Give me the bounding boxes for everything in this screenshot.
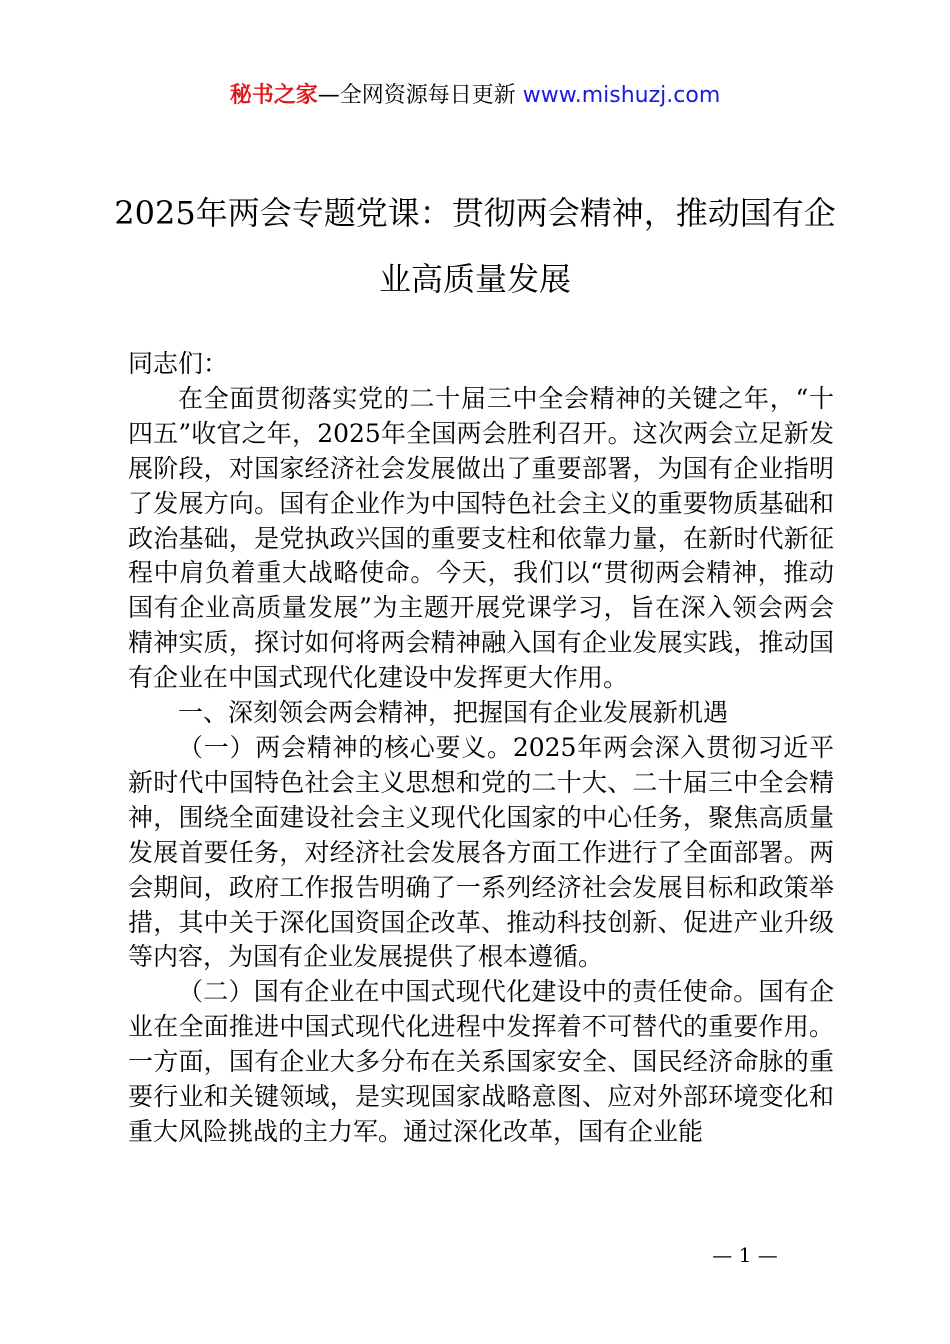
site-url-link[interactable]: www.mishuzj.com <box>522 83 721 108</box>
document-body <box>128 347 834 1150</box>
section-heading-1: 一、深刻领会两会精神，把握国有企业发展新机遇 <box>178 698 729 728</box>
paragraph-1-1: （一）两会精神的核心要义。2025年两会深入贯彻习近平新时代中国特色社会主义思想和党的二十大、二十届三中全会精神，围绕全面建设社会主义现代化国家的中心任务，聚焦高质量发展首要任务，对经济社会发展各方面工作进行了全面部署。两会期间，政府工作报告明确了一系列经济社会发展目标和政策举措，其中关于深化国资国企改革、推动科技创新、促进产业升级等内容，为国有企业发展提供了根本遵循。 <box>128 732 834 972</box>
paragraph-1-2: （二）国有企业在中国式现代化建设中的责任使命。国有企业在全面推进中国式现代化进程中发挥着不可替代的重要作用。一方面，国有企业大多分布在关系国家安全、国民经济命脉的重要行业和关键领域，是实现国家战略意图、应对外部环境变化和重大风险挑战的主力军。通过深化改革，国有企业能 <box>128 977 834 1146</box>
paragraph-intro: 在全面贯彻落实党的二十届三中全会精神的关键之年，“十四五”收官之年，2025年全国两会胜利召开。这次两会立足新发展阶段，对国家经济社会发展做出了重要部署，为国有企业指明了发展方向。国有企业作为中国特色社会主义的重要物质基础和政治基础，是党执政兴国的重要支柱和依靠力量，在新时代新征程中肩负着重大战略使命。今天，我们以“贯彻两会精神，推动国有企业高质量发展”为主题开展党课学习，旨在深入领会两会精神实质，探讨如何将两会精神融入国有企业发展实践，推动国有企业在中国式现代化建设中发挥更大作用。 <box>128 383 834 693</box>
brand-name: 秘书之家 <box>229 83 318 108</box>
site-slogan: —全网资源每日更新 <box>317 83 516 108</box>
page-number: — 1 — <box>712 1243 778 1267</box>
document-title: 2025年两会专题党课：贯彻两会精神，推动国有企业高质量发展 <box>114 194 836 298</box>
site-header <box>0 80 950 112</box>
salutation: 同志们： <box>128 349 229 378</box>
